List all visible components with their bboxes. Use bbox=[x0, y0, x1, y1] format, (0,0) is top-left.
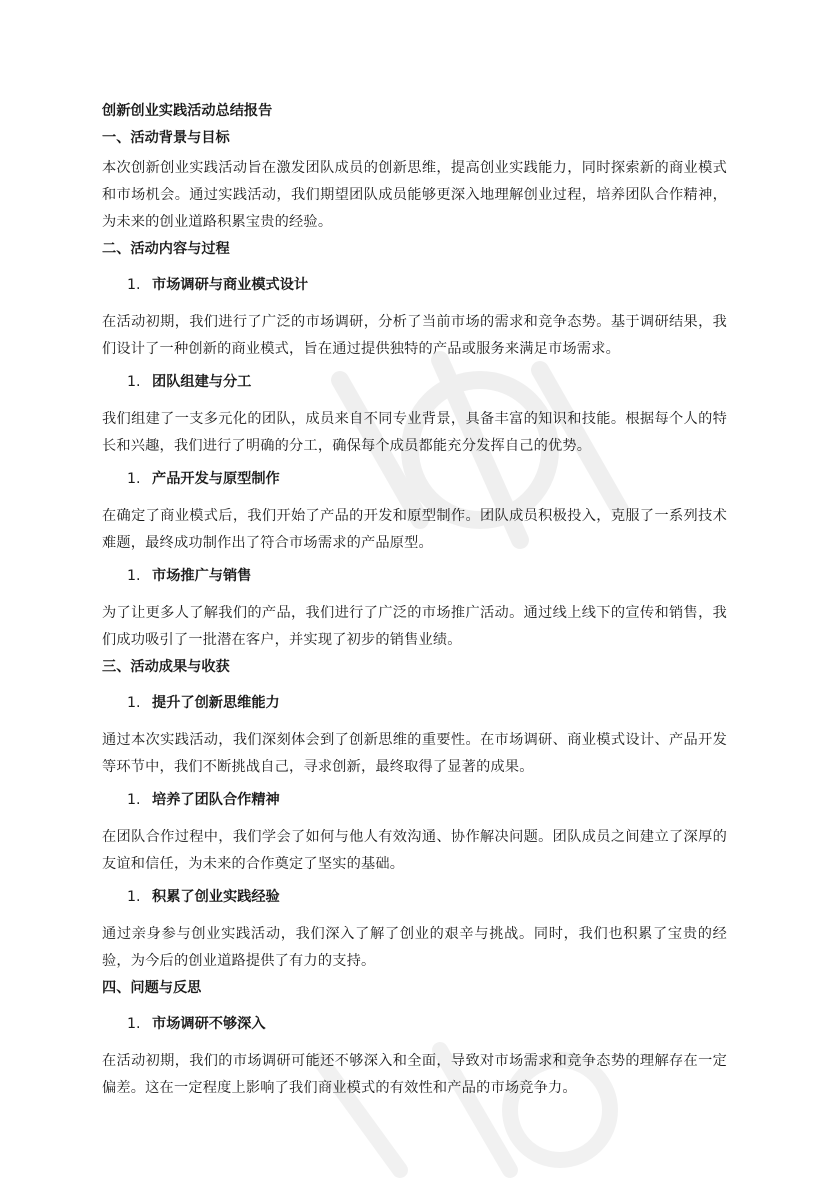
section-heading: 三、活动成果与收获 bbox=[102, 659, 230, 675]
subsection-paragraph: 为了让更多人了解我们的产品，我们进行了广泛的市场推广活动。通过线上线下的宣传和销售，我们成功吸引了一批潜在客户，并实现了初步的销售业绩。 bbox=[102, 605, 727, 648]
list-number: 1. bbox=[127, 889, 141, 905]
subsection-title: 积累了创业实践经验 bbox=[152, 889, 280, 905]
subsection-heading bbox=[102, 690, 727, 717]
subsection-paragraph: 通过亲身参与创业实践活动，我们深入了解了创业的艰辛与挑战。同时，我们也积累了宝贵的经验，为今后的创业道路提供了有力的支持。 bbox=[102, 926, 727, 969]
section-heading: 四、问题与反思 bbox=[102, 980, 202, 996]
subsection-heading bbox=[102, 369, 727, 396]
list-number: 1. bbox=[127, 695, 141, 711]
section-heading: 一、活动背景与目标 bbox=[102, 130, 230, 146]
subsection-heading bbox=[102, 272, 727, 299]
document-title: 创新创业实践活动总结报告 bbox=[102, 103, 273, 119]
subsection-paragraph: 在团队合作过程中，我们学会了如何与他人有效沟通、协作解决问题。团队成员之间建立了深厚的友谊和信任，为未来的合作奠定了坚实的基础。 bbox=[102, 829, 727, 872]
document-body bbox=[102, 98, 727, 1102]
list-number: 1. bbox=[127, 374, 141, 390]
subsection-heading bbox=[102, 884, 727, 911]
subsection-heading bbox=[102, 1011, 727, 1038]
subsection-title: 培养了团队合作精神 bbox=[152, 792, 280, 808]
subsection-heading bbox=[102, 787, 727, 814]
subsection-title: 市场推广与销售 bbox=[152, 568, 252, 584]
list-number: 1. bbox=[127, 792, 141, 808]
section-paragraph: 本次创新创业实践活动旨在激发团队成员的创新思维，提高创业实践能力，同时探索新的商业模式和市场机会。通过实践活动，我们期望团队成员能够更深入地理解创业过程，培养团队合作精神，为未来的创业道路积累宝贵的经验。 bbox=[102, 160, 727, 230]
subsection-heading bbox=[102, 466, 727, 493]
subsection-title: 团队组建与分工 bbox=[152, 374, 252, 390]
section-heading: 二、活动内容与过程 bbox=[102, 241, 230, 257]
subsection-title: 市场调研不够深入 bbox=[152, 1016, 266, 1032]
subsection-title: 提升了创新思维能力 bbox=[152, 695, 280, 711]
list-number: 1. bbox=[127, 277, 141, 293]
list-number: 1. bbox=[127, 568, 141, 584]
subsection-title: 市场调研与商业模式设计 bbox=[152, 277, 309, 293]
list-number: 1. bbox=[127, 1016, 141, 1032]
subsection-paragraph: 我们组建了一支多元化的团队，成员来自不同专业背景，具备丰富的知识和技能。根据每个人的特长和兴趣，我们进行了明确的分工，确保每个成员都能充分发挥自己的优势。 bbox=[102, 411, 727, 454]
subsection-paragraph: 在活动初期，我们的市场调研可能还不够深入和全面，导致对市场需求和竞争态势的理解存在一定偏差。这在一定程度上影响了我们商业模式的有效性和产品的市场竞争力。 bbox=[102, 1053, 727, 1096]
subsection-paragraph: 在活动初期，我们进行了广泛的市场调研，分析了当前市场的需求和竞争态势。基于调研结果，我们设计了一种创新的商业模式，旨在通过提供独特的产品或服务来满足市场需求。 bbox=[102, 314, 727, 357]
subsection-paragraph: 通过本次实践活动，我们深刻体会到了创新思维的重要性。在市场调研、商业模式设计、产品开发等环节中，我们不断挑战自己，寻求创新，最终取得了显著的成果。 bbox=[102, 732, 727, 775]
list-number: 1. bbox=[127, 471, 141, 487]
subsection-paragraph: 在确定了商业模式后，我们开始了产品的开发和原型制作。团队成员积极投入，克服了一系列技术难题，最终成功制作出了符合市场需求的产品原型。 bbox=[102, 508, 727, 551]
subsection-heading bbox=[102, 563, 727, 590]
subsection-title: 产品开发与原型制作 bbox=[152, 471, 280, 487]
